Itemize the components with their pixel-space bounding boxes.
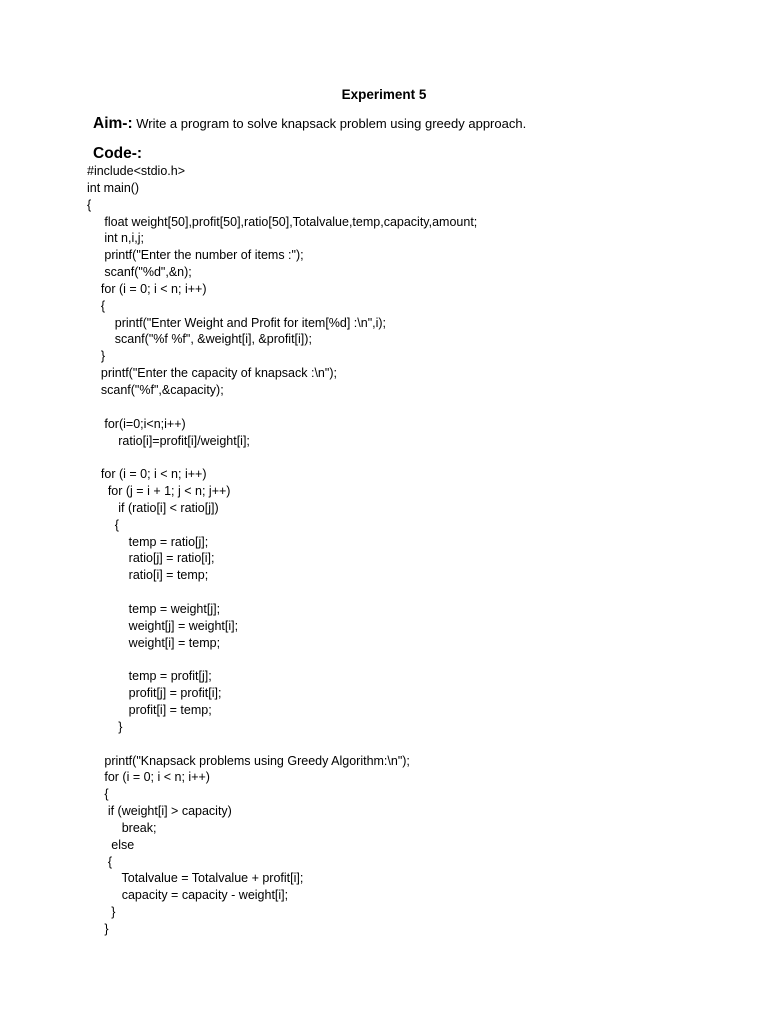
code-line: for (j = i + 1; j < n; j++) xyxy=(87,484,231,499)
code-line: printf("Enter the capacity of knapsack :\n"); xyxy=(87,366,337,381)
code-line: { xyxy=(87,787,109,802)
code-line: temp = ratio[j]; xyxy=(87,534,209,549)
code-line: profit[i] = temp; xyxy=(87,703,212,717)
code-line xyxy=(87,736,727,753)
code-line: { xyxy=(87,854,113,869)
aim-label: Aim-: xyxy=(93,115,133,132)
code-line: } xyxy=(87,349,106,364)
code-line: } xyxy=(87,921,109,936)
aim-paragraph xyxy=(93,114,733,134)
code-line: profit[j] = profit[i]; xyxy=(87,686,222,701)
code-line: capacity = capacity - weight[i]; xyxy=(87,888,289,903)
code-line: for(i=0;i<n;i++) xyxy=(87,416,186,431)
code-line: #include<stdio.h> xyxy=(87,164,185,178)
code-line: ratio[i] = temp; xyxy=(87,568,209,583)
code-line: temp = profit[j]; xyxy=(87,669,212,684)
code-line: printf("Knapsack problems using Greedy Algorithm:\n"); xyxy=(87,753,410,768)
code-line: printf("Enter Weight and Profit for item[%d] :\n",i); xyxy=(87,315,387,330)
code-line: ratio[j] = ratio[i]; xyxy=(87,551,215,566)
code-line: { xyxy=(87,197,92,212)
code-line: weight[i] = temp; xyxy=(87,635,221,650)
code-line: if (ratio[i] < ratio[j]) xyxy=(87,500,219,515)
aim-text: Write a program to solve knapsack problem using greedy approach. xyxy=(132,116,527,131)
code-line: ratio[i]=profit[i]/weight[i]; xyxy=(87,433,250,448)
code-line: { xyxy=(87,298,106,313)
code-line: { xyxy=(87,517,119,532)
code-line: temp = weight[j]; xyxy=(87,601,221,616)
document-title: Experiment 5 xyxy=(341,87,427,102)
code-line: break; xyxy=(87,820,157,835)
code-line: for (i = 0; i < n; i++) xyxy=(87,467,207,482)
code-line: scanf("%d",&n); xyxy=(87,265,192,280)
code-line: if (weight[i] > capacity) xyxy=(87,804,232,819)
code-line: for (i = 0; i < n; i++) xyxy=(87,770,210,785)
code-line: int n,i,j; xyxy=(87,231,144,246)
code-block xyxy=(87,163,727,938)
code-line xyxy=(87,399,727,416)
code-line xyxy=(87,449,727,466)
code-line: } xyxy=(87,719,123,734)
code-line: scanf("%f",&capacity); xyxy=(87,382,224,397)
code-line xyxy=(87,584,727,601)
code-line: for (i = 0; i < n; i++) xyxy=(87,281,207,296)
code-line: int main() xyxy=(87,180,140,195)
code-line: Totalvalue = Totalvalue + profit[i]; xyxy=(87,871,304,886)
code-line: weight[j] = weight[i]; xyxy=(87,618,239,633)
code-line: float weight[50],profit[50],ratio[50],Totalvalue,temp,capacity,amount; xyxy=(87,214,478,229)
code-heading: Code-: xyxy=(93,145,143,162)
code-line: else xyxy=(87,837,135,852)
code-line: printf("Enter the number of items :"); xyxy=(87,248,304,263)
code-line xyxy=(87,651,727,668)
code-line: scanf("%f %f", &weight[i], &profit[i]); xyxy=(87,332,312,347)
code-line: } xyxy=(87,905,116,920)
